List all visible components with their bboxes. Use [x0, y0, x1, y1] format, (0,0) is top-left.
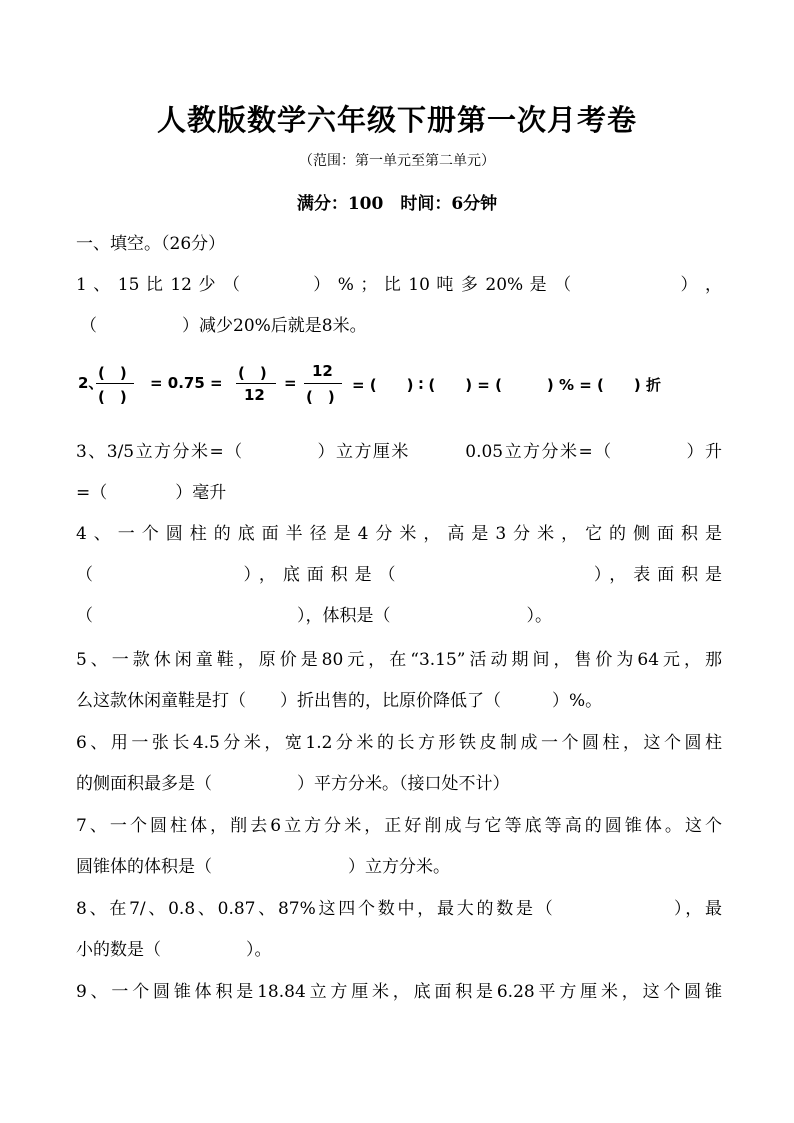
fraction-3-numerator: 12: [312, 362, 333, 380]
equation-tail: = ( ) ∶ ( ) = ( ) % = ( ) 折: [352, 376, 661, 394]
fraction-1-numerator: ( ): [98, 364, 127, 382]
question-4-line-1: 4、一个圆柱的底面半径是4分米，高是3分米，它的侧面积是: [76, 524, 722, 544]
question-9-line-1: 9、一个圆锥体积是18.84立方厘米，底面积是6.28平方厘米，这个圆锥: [76, 982, 722, 1002]
question-5-line-1: 5、一款休闲童鞋，原价是80元，在“3.15”活动期间，售价为64元，那: [76, 650, 722, 670]
question-2: [78, 360, 718, 420]
fraction-3-bar: [304, 383, 342, 384]
section-heading: 一、填空。（26分）: [76, 234, 226, 254]
exam-scope: （范围：第一单元至第二单元）: [299, 153, 495, 169]
question-1-line-2: （ ）减少20%后就是8米。: [80, 316, 367, 336]
fraction-2-bar: [236, 383, 276, 384]
fraction-2-numerator: ( ): [238, 364, 267, 382]
question-8-line-1: 8、在7/、0.8、0.87、87%这四个数中，最大的数是（ ），最: [76, 899, 722, 919]
fraction-1-denominator: ( ): [98, 388, 127, 406]
equation-part-1: = 0.75 =: [150, 374, 223, 392]
question-6-line-2: 的侧面积最多是（ ）平方分米。（接口处不计）: [76, 774, 510, 794]
question-4-line-2: （ ），底面积是（ ），表面积是: [76, 565, 722, 585]
question-3-line-2: =（ ）毫升: [76, 483, 227, 503]
question-2-prefix: 2、: [78, 374, 104, 392]
question-6-line-1: 6、用一张长4.5分米，宽1.2分米的长方形铁皮制成一个圆柱，这个圆柱: [76, 733, 722, 753]
question-7-line-1: 7、一个圆柱体，削去6立方分米，正好削成与它等底等高的圆锥体。这个: [76, 816, 722, 836]
question-7-line-2: 圆锥体的体积是（ ）立方分米。: [76, 857, 450, 877]
question-5-line-2: 么这款休闲童鞋是打（ ）折出售的，比原价降低了（ ）%。: [76, 691, 603, 711]
fraction-2-denominator: 12: [244, 386, 265, 404]
equals-sign: =: [284, 374, 297, 392]
question-1-line-1: 1 、 15 比 12 少 （ ） % ； 比 10 吨 多 20% 是 （ ） ，: [76, 275, 722, 295]
question-8-line-2: 小的数是（ ）。: [76, 940, 272, 960]
question-3-line-1: 3、3/5立方分米=（ ）立方厘米 0.05立方分米=（ ）升: [76, 442, 722, 462]
fraction-3-denominator: ( ): [306, 388, 335, 406]
score-time-info: 满分：100 时间：6分钟: [296, 194, 498, 214]
fraction-1-bar: [96, 383, 134, 384]
page-title: 人教版数学六年级下册第一次月考卷: [156, 103, 637, 137]
question-4-line-3: （ ），体积是（ ）。: [76, 606, 552, 626]
